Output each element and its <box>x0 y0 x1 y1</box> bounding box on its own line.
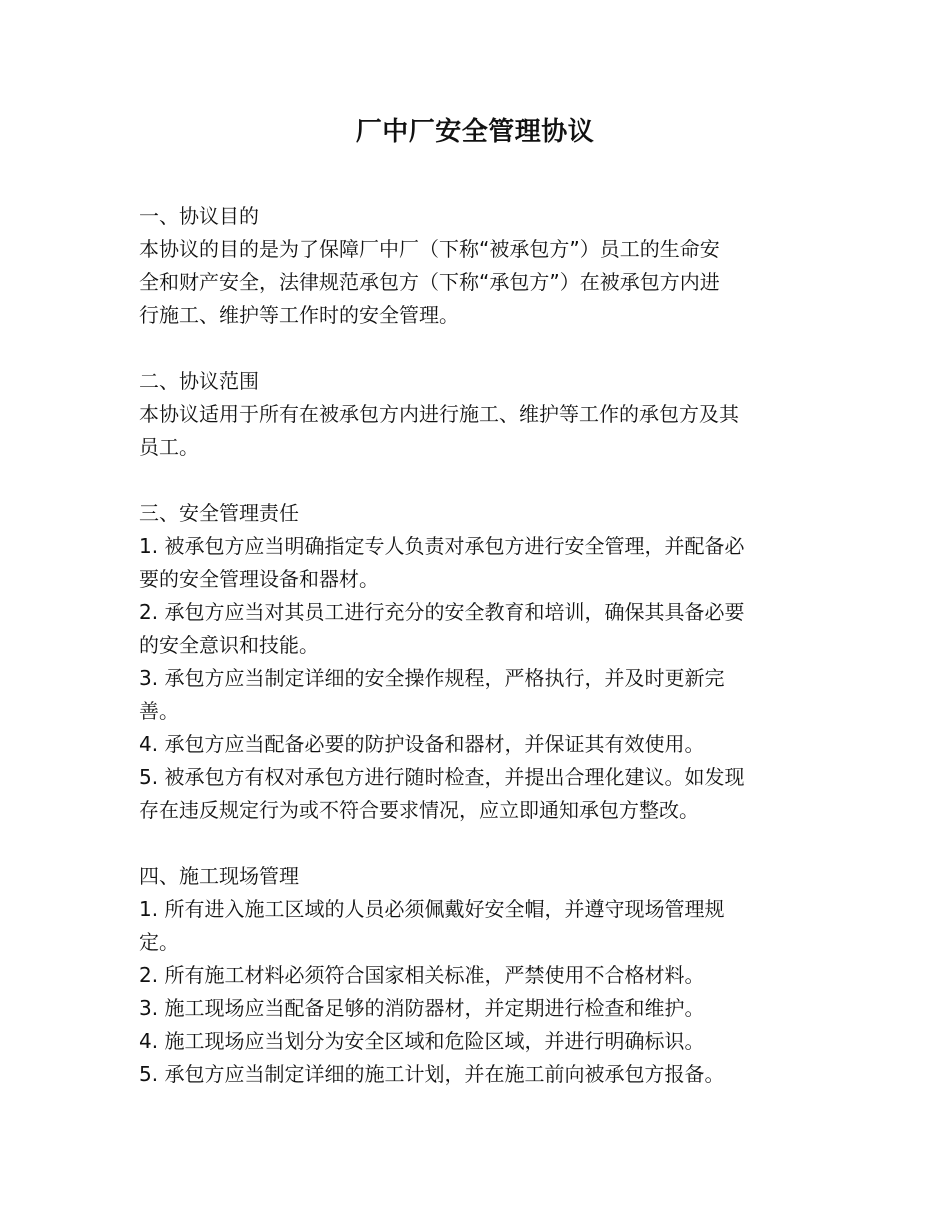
paragraph-line: 全和财产安全，法律规范承包方（下称“承包方”）在被承包方内进 <box>139 270 720 294</box>
paragraph-line: 行施工、维护等工作时的安全管理。 <box>139 303 459 327</box>
list-item-line: 5. 被承包方有权对承包方进行随时检查，并提出合理化建议。如发现 <box>139 765 745 789</box>
list-item-line: 4. 施工现场应当划分为安全区域和危险区域，并进行明确标识。 <box>139 1029 705 1053</box>
section-responsibility <box>139 497 804 827</box>
document-body <box>139 200 804 1124</box>
section-site-management <box>139 860 804 1091</box>
list-item-line: 的安全意识和技能。 <box>139 633 319 657</box>
section-heading: 四、施工现场管理 <box>139 864 299 888</box>
list-item-line: 5. 承包方应当制定详细的施工计划，并在施工前向被承包方报备。 <box>139 1062 725 1086</box>
list-item-line: 要的安全管理设备和器材。 <box>139 567 379 591</box>
list-item-line: 2. 所有施工材料必须符合国家相关标准，严禁使用不合格材料。 <box>139 963 705 987</box>
list-item-line: 善。 <box>139 699 179 723</box>
section-scope <box>139 365 804 464</box>
list-item-line: 存在违反规定行为或不符合要求情况，应立即通知承包方整改。 <box>139 798 699 822</box>
section-purpose <box>139 200 804 332</box>
paragraph-line: 本协议适用于所有在被承包方内进行施工、维护等工作的承包方及其 <box>139 402 739 426</box>
document-title: 厂中厂安全管理协议 <box>355 117 595 147</box>
list-item-line: 2. 承包方应当对其员工进行充分的安全教育和培训，确保其具备必要 <box>139 600 745 624</box>
list-item-line: 4. 承包方应当配备必要的防护设备和器材，并保证其有效使用。 <box>139 732 705 756</box>
section-heading: 三、安全管理责任 <box>139 501 299 525</box>
paragraph-line: 员工。 <box>139 435 199 459</box>
list-item-line: 1. 被承包方应当明确指定专人负责对承包方进行安全管理，并配备必 <box>139 534 745 558</box>
list-item-line: 定。 <box>139 930 179 954</box>
list-item-line: 3. 承包方应当制定详细的安全操作规程，严格执行，并及时更新完 <box>139 666 725 690</box>
paragraph-line: 本协议的目的是为了保障厂中厂（下称“被承包方”）员工的生命安 <box>139 237 720 261</box>
section-heading: 二、协议范围 <box>139 369 259 393</box>
section-heading: 一、协议目的 <box>139 204 259 228</box>
list-item-line: 1. 所有进入施工区域的人员必须佩戴好安全帽，并遵守现场管理规 <box>139 897 725 921</box>
list-item-line: 3. 施工现场应当配备足够的消防器材，并定期进行检查和维护。 <box>139 996 705 1020</box>
